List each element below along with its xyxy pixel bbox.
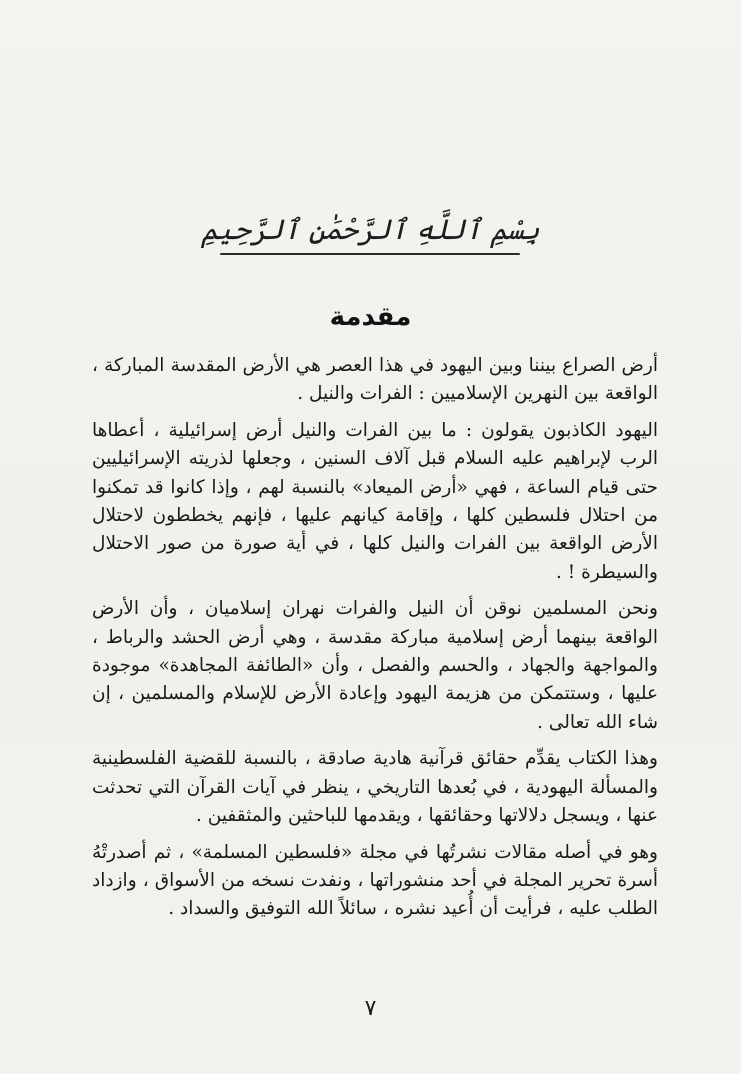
page-number: ٧ (364, 996, 377, 1021)
paragraph-1: أرض الصراع بيننا وبين اليهود في هذا العصر هي الأرض المقدسة المباركة ، الواقعة بين النهرين الإسلاميين : الفرات والنيل . (92, 355, 658, 405)
paragraph-4: وهذا الكتاب يقدِّم حقائق قرآنية هادية صادقة ، بالنسبة للقضية الفلسطينية والمسألة اليهودية ، في بُعدها التاريخي ، ينظر في آيات القرآن التي تحدثت عنها ، ويسجل دلالاتها وحقائقها ، ويقدمها للباحثين والمثقفين . (92, 748, 658, 827)
paragraph-5: وهو في أصله مقالات نشرتُها في مجلة «فلسطين المسلمة» ، ثم أصدرتْهُ أسرة تحرير المجلة في أحد منشوراتها ، ونفدت نسخه من الأسواق ، وازداد الطلب عليه ، فرأيت أن أُعيد نشره ، سائلاً الله التوفيق والسداد . (92, 841, 658, 920)
basmala-calligraphy-stroke (220, 253, 520, 255)
page-title: مقدمة (329, 302, 412, 332)
paragraph-3: ونحن المسلمين نوقن أن النيل والفرات نهران إسلاميان ، وأن الأرض الواقعة بينهما أرض إسلامية مباركة مقدسة ، وهي أرض الحشد والرباط ، والمواجهة والجهاد ، والحسم والفصل ، وأن «الطائفة المجاهدة» موجودة عليها ، وستتمكن من هزيمة اليهود وإعادة الأرض للإسلام والمسلمين ، إن شاء الله تعالى . (92, 598, 658, 733)
basmala-heading: بِسْمِ ٱللَّهِ ٱلرَّحْمَٰنِ ٱلرَّحِيمِ (201, 213, 540, 246)
paragraph-2: اليهود الكاذبون يقولون : ما بين الفرات والنيل أرض إسرائيلية ، أعطاها الرب لإبراهيم عليه السلام قبل آلاف السنين ، وجعلها لذريته الإسرائيليين حتى قيام الساعة ، فهي «أرض الميعاد» بالنسبة لهم ، وإذا كانوا قد تمكنوا من احتلال فلسطين كلها ، وإقامة كيانهم عليها ، فإنهم يخططون لاحتلال الأرض الواقعة بين الفرات والنيل كلها ، في أية صورة من صور الاحتلال والسيطرة ! . (92, 419, 659, 583)
body-text (92, 352, 658, 932)
